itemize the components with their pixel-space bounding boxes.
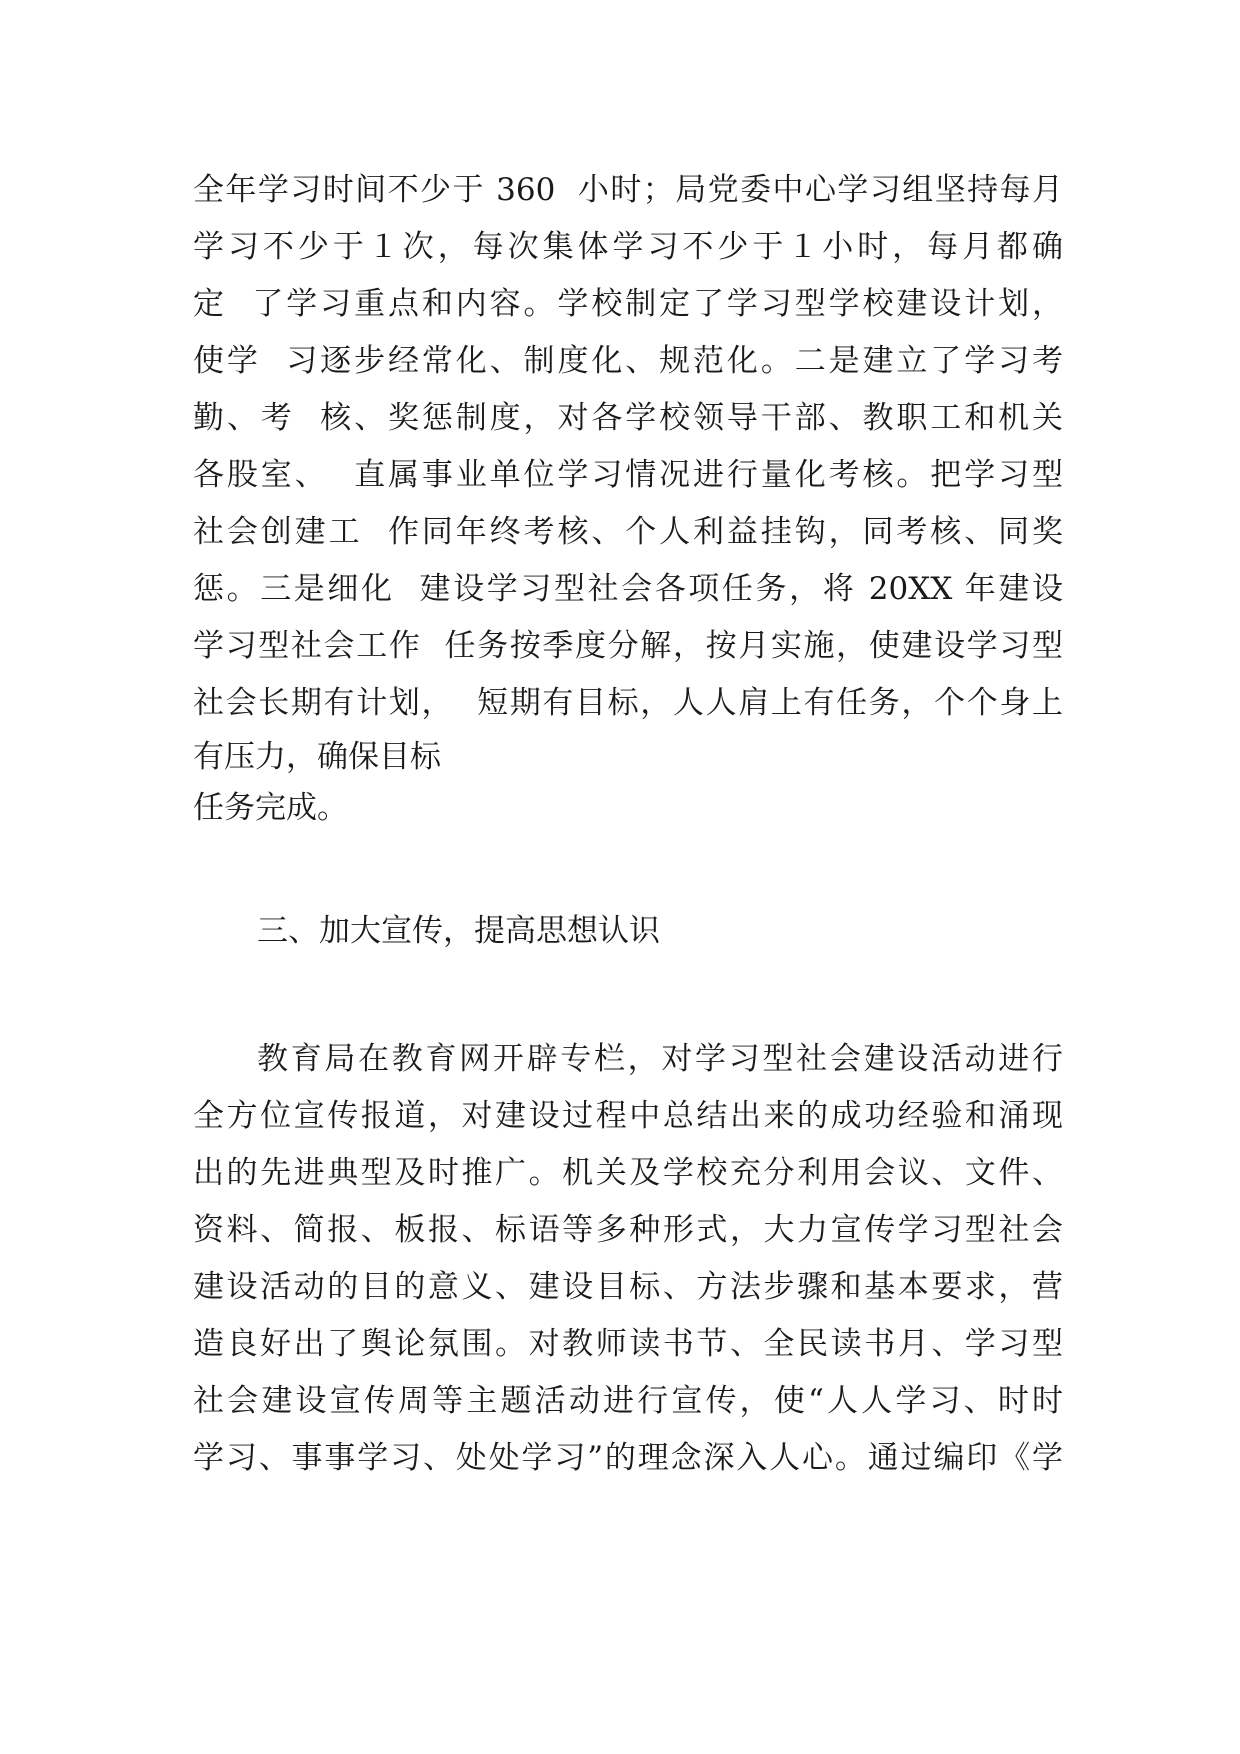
paragraph-1-line-3: 定 了学习重点和内容。学校制定了学习型学校建设计划， [193,286,1063,322]
paragraph-1-line-5: 勤、考 核、奖惩制度，对各学校领导干部、教职工和机关 [193,400,1063,436]
paragraph-1-line-11: 有压力，确保目标 [193,739,441,775]
paragraph-1-line-4: 使学 习逐步经常化、制度化、规范化。二是建立了学习考 [193,343,1063,379]
paragraph-2-line-7: 社会建设宣传周等主题活动进行宣传，使“人人学习、时时 [193,1383,1063,1419]
paragraph-2-line-4: 资料、简报、板报、标语等多种形式，大力宣传学习型社会 [193,1212,1063,1248]
paragraph-1-line-12: 任务完成。 [193,790,348,826]
paragraph-1-line-6: 各股室、 直属事业单位学习情况进行量化考核。把学习型 [193,457,1063,493]
paragraph-1-line-9: 学习型社会工作 任务按季度分解，按月实施，使建设学习型 [193,628,1063,664]
paragraph-2-line-5: 建设活动的目的意义、建设目标、方法步骤和基本要求，营 [193,1269,1063,1305]
paragraph-1-line-10: 社会长期有计划， 短期有目标，人人肩上有任务，个个身上 [193,685,1063,721]
paragraph-2-line-8: 学习、事事学习、处处学习”的理念深入人心。通过编印《学 [193,1440,1063,1476]
paragraph-1-line-7: 社会创建工 作同年终考核、个人利益挂钩，同考核、同奖 [193,514,1063,550]
section-heading: 三、加大宣传，提高思想认识 [257,913,660,949]
paragraph-2-line-3: 出的先进典型及时推广。机关及学校充分利用会议、文件、 [193,1155,1063,1191]
paragraph-1-line-1: 全年学习时间不少于 360 小时；局党委中心学习组坚持每月 [193,172,1063,208]
paragraph-2-line-2: 全方位宣传报道，对建设过程中总结出来的成功经验和涌现 [193,1098,1063,1134]
paragraph-1-line-8: 惩。三是细化 建设学习型社会各项任务，将 20XX 年建设 [193,571,1063,607]
paragraph-1-line-2: 学习不少于１次，每次集体学习不少于１小时，每月都确 [193,229,1063,265]
paragraph-2-line-6: 造良好出了舆论氛围。对教师读书节、全民读书月、学习型 [193,1326,1063,1362]
paragraph-2-line-1: 教育局在教育网开辟专栏，对学习型社会建设活动进行 [257,1041,1063,1077]
